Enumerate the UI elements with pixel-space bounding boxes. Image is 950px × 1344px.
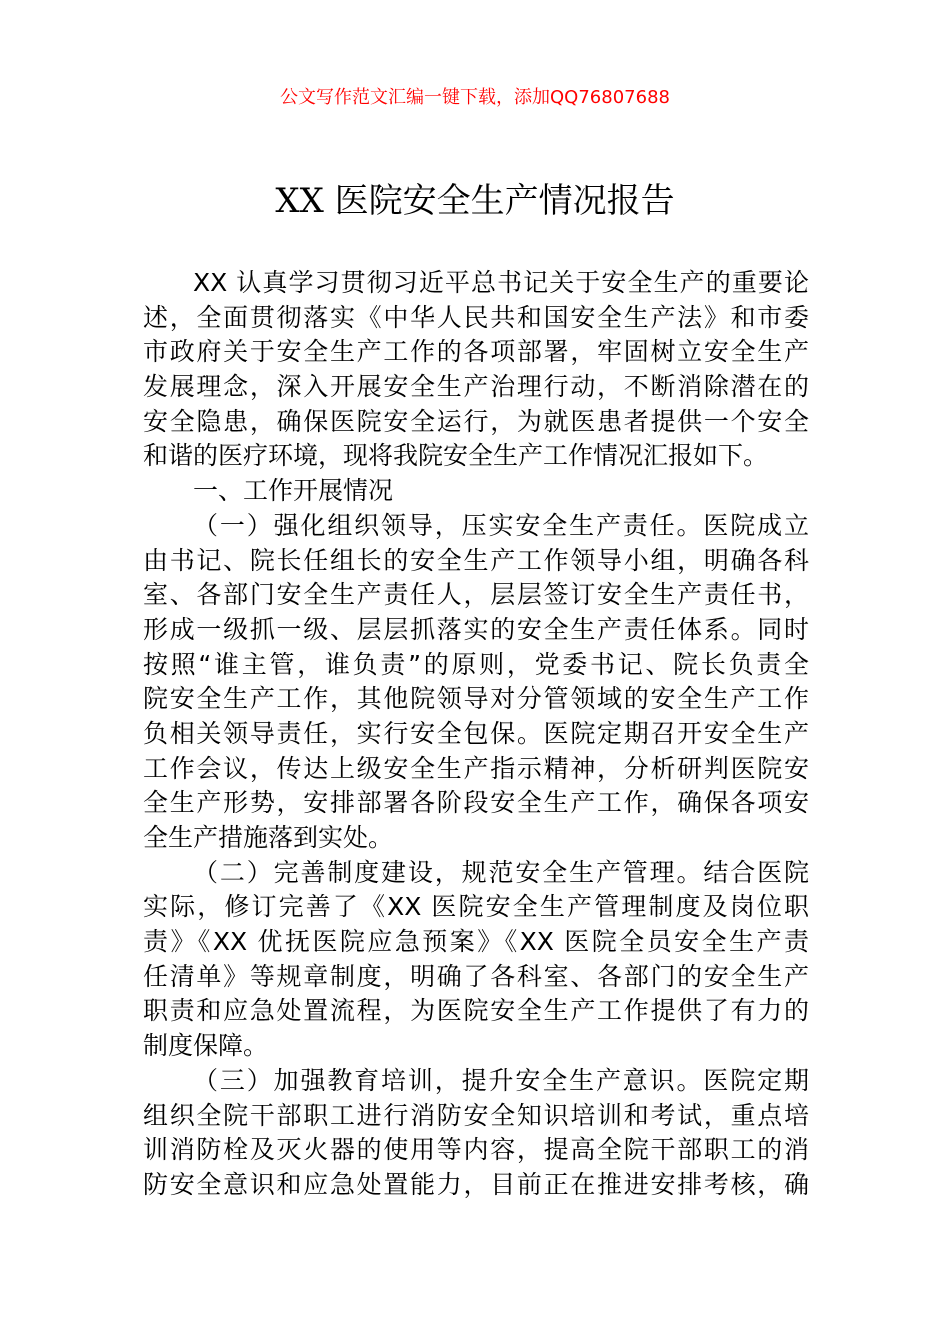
- text-line: 全生产措施落到实处。: [143, 823, 394, 852]
- text-line: 负相关领导责任，实行安全包保。医院定期召开安全生产: [143, 718, 809, 748]
- text-line: 防安全意识和应急处置能力，目前正在推进安排考核，确: [143, 1169, 809, 1199]
- text-line: 室、各部门安全生产责任人，层层签订安全生产责任书，: [143, 580, 809, 610]
- text-line: 形成一级抓一级、层层抓落实的安全生产责任体系。同时: [143, 614, 809, 644]
- document-title: XX 医院安全生产情况报告: [275, 181, 675, 221]
- text-line: （三）加强教育培训，提升安全生产意识。医院定期: [193, 1065, 809, 1095]
- document-body: [143, 266, 809, 1203]
- text-line: 和谐的医疗环境，现将我院安全生产工作情况汇报如下。: [143, 441, 769, 471]
- text-line: 发展理念，深入开展安全生产治理行动，不断消除潜在的: [143, 372, 809, 402]
- text-line: XX 认真学习贯彻习近平总书记关于安全生产的重要论: [193, 268, 809, 297]
- text-line: 院安全生产工作，其他院领导对分管领域的安全生产工作: [143, 684, 809, 714]
- text-line: 市政府关于安全生产工作的各项部署，牢固树立安全生产: [143, 337, 809, 367]
- text-line: 由书记、院长任组长的安全生产工作领导小组，明确各科: [143, 545, 809, 575]
- text-line: 任清单》等规章制度，明确了各科室、各部门的安全生产: [143, 961, 809, 991]
- text-line: 制度保障。: [143, 1031, 269, 1061]
- text-line: 全生产形势，安排部署各阶段安全生产工作，确保各项安: [143, 788, 809, 818]
- text-line: 一、工作开展情况: [193, 476, 394, 506]
- text-line: 实际，修订完善了《XX 医院安全生产管理制度及岗位职: [143, 892, 809, 922]
- text-line: 职责和应急处置流程，为医院安全生产工作提供了有力的: [143, 996, 809, 1026]
- text-line: 述，全面贯彻落实《中华人民共和国安全生产法》和市委: [143, 302, 809, 332]
- download-ad-banner: 公文写作范文汇编一键下载，添加QQ76807688: [280, 87, 670, 108]
- text-line: 安全隐患，确保医院安全运行，为就医患者提供一个安全: [143, 406, 809, 436]
- text-line: （一）强化组织领导，压实安全生产责任。医院成立: [193, 510, 809, 540]
- text-line: （二）完善制度建设，规范安全生产管理。结合医院: [193, 857, 809, 887]
- text-line: 工作会议，传达上级安全生产指示精神，分析研判医院安: [143, 753, 809, 783]
- text-line: 按照“谁主管，谁负责”的原则，党委书记、院长负责全: [143, 649, 809, 679]
- text-line: 责》《XX 优抚医院应急预案》《XX 医院全员安全生产责: [143, 927, 809, 957]
- text-line: 组织全院干部职工进行消防安全知识培训和考试，重点培: [143, 1100, 809, 1130]
- text-line: 训消防栓及灭火器的使用等内容，提高全院干部职工的消: [143, 1135, 809, 1165]
